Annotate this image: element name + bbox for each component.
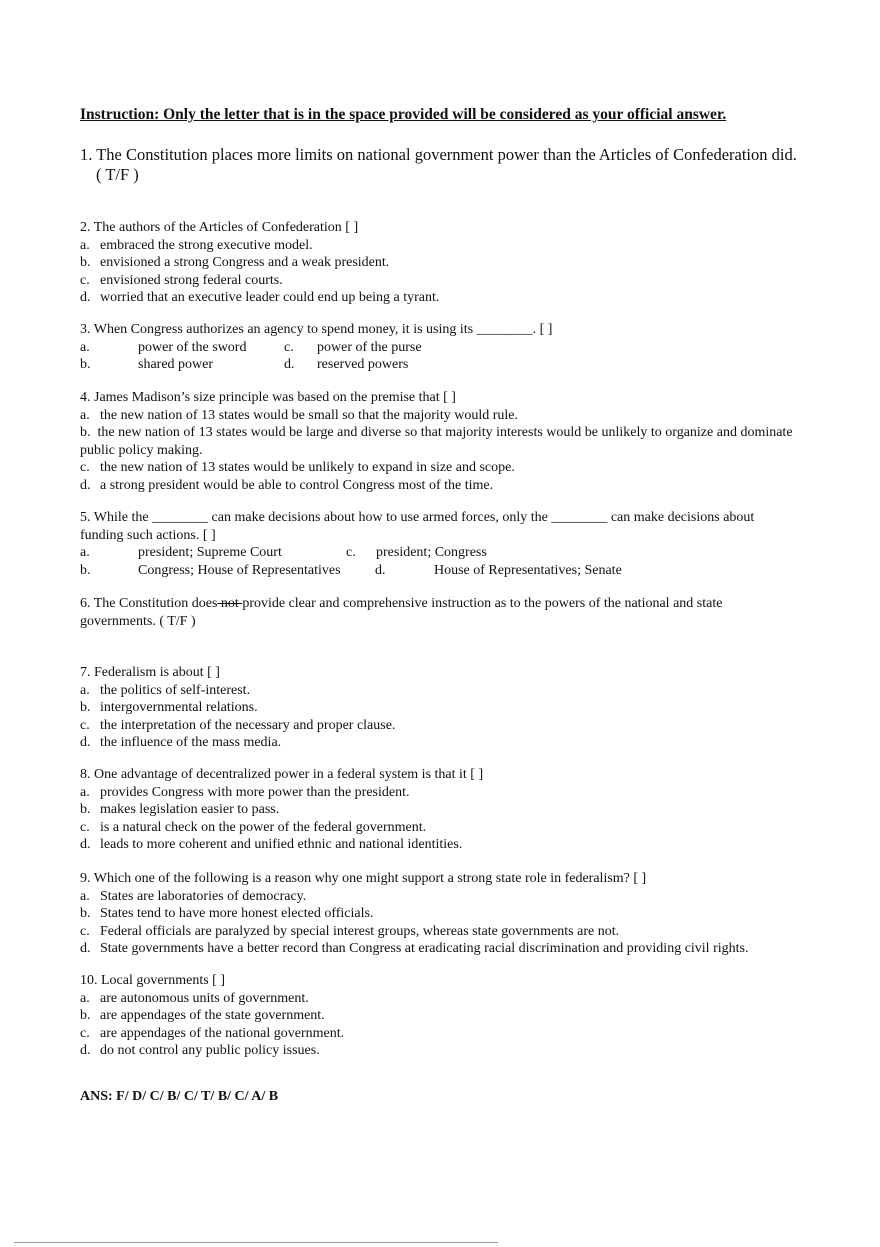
option: b. States tend to have more honest elected officials. (80, 906, 374, 921)
question-4-stem: 4. James Madison’s size principle was based on the premise that [ ] (80, 390, 456, 405)
option: d. leads to more coherent and unified ethnic and national identities. (80, 837, 463, 852)
question-7 (80, 664, 395, 752)
question-6-text: 6. The Constitution does not provide clear and comprehensive instruction as to the powers of the national and state governments. ( T/F ) (80, 596, 723, 629)
question-5-stem: 5. While the ________ can make decisions about how to use armed forces, only the ________ can make decisions about funding such actions. [ ] (80, 510, 755, 543)
option: c. the new nation of 13 states would be unlikely to expand in size and scope. (80, 460, 515, 475)
option: b. the new nation of 13 states would be large and diverse so that majority interests would be unlikely to organize and dominate public policy making. (80, 425, 793, 458)
option: a. the politics of self-interest. (80, 682, 251, 698)
option-row: a. president; Supreme Court c. president; Congress (80, 545, 487, 560)
question-1 (80, 145, 797, 185)
option: d. a strong president would be able to control Congress most of the time. (80, 477, 494, 493)
option-row: a. power of the sword c. power of the purse (80, 339, 422, 355)
question-2-stem: 2. The authors of the Articles of Confederation [ ] (80, 220, 359, 235)
question-2 (80, 219, 439, 307)
option: b. intergovernmental relations. (80, 700, 258, 715)
option: b. envisioned a strong Congress and a weak president. (80, 255, 390, 270)
question-9 (80, 870, 748, 958)
question-4 (80, 389, 800, 494)
instruction-heading: Instruction: Only the letter that is in the space provided will be considered as your official answer. (80, 106, 727, 123)
option: a. are autonomous units of government. (80, 990, 309, 1006)
question-3 (80, 321, 552, 374)
option: c. is a natural check on the power of the federal government. (80, 819, 427, 835)
option: d. do not control any public policy issues. (80, 1043, 320, 1058)
option-row: b. shared power d. reserved powers (80, 357, 409, 372)
option: d. the influence of the mass media. (80, 735, 282, 750)
option: a. the new nation of 13 states would be small so that the majority would rule. (80, 407, 518, 423)
question-9-stem: 9. Which one of the following is a reason why one might support a strong state role in federalism? [ ] (80, 871, 647, 886)
question-6 (80, 595, 800, 630)
question-10-stem: 10. Local governments [ ] (80, 973, 226, 988)
question-8-stem: 8. One advantage of decentralized power in a federal system is that it [ ] (80, 767, 484, 782)
option: b. are appendages of the state government. (80, 1008, 325, 1023)
footer-divider (14, 1242, 498, 1243)
option: a. provides Congress with more power than the president. (80, 784, 410, 800)
option: a. States are laboratories of democracy. (80, 888, 307, 904)
option: c. are appendages of the national government. (80, 1025, 345, 1041)
question-10 (80, 972, 344, 1060)
question-7-stem: 7. Federalism is about [ ] (80, 665, 220, 680)
option: d. State governments have a better record than Congress at eradicating racial discrimination and providing civil rights. (80, 941, 749, 956)
question-1-answer-space: ( T/F ) (96, 165, 139, 184)
question-8 (80, 766, 483, 854)
option: c. the interpretation of the necessary and proper clause. (80, 717, 396, 733)
question-3-stem: 3. When Congress authorizes an agency to spend money, it is using its ________. [ ] (80, 322, 553, 337)
option: a. embraced the strong executive model. (80, 237, 313, 253)
option: c. Federal officials are paralyzed by special interest groups, whereas state governments are not. (80, 923, 620, 939)
answer-key: ANS: F/ D/ C/ B/ C/ T/ B/ C/ A/ B (80, 1089, 279, 1104)
question-5 (80, 509, 800, 579)
option: b. makes legislation easier to pass. (80, 802, 280, 817)
question-1-text: 1. The Constitution places more limits on national government power than the Articles of Confederation did. (80, 145, 797, 164)
option-row: b. Congress; House of Representatives d. House of Representatives; Senate (80, 562, 622, 578)
option: d. worried that an executive leader could end up being a tyrant. (80, 290, 440, 305)
option: c. envisioned strong federal courts. (80, 272, 283, 288)
